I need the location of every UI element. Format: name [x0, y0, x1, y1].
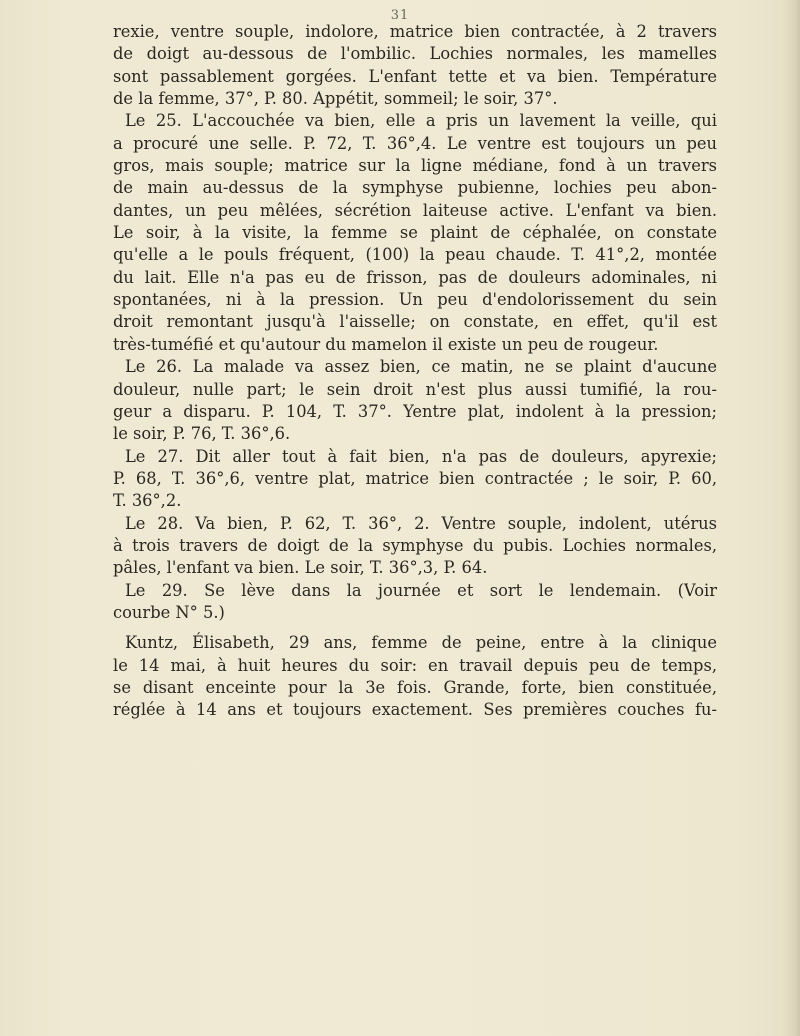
text-line: gros, mais souple; matrice sur la ligne médiane, fond à un travers	[113, 156, 717, 176]
text-line: Le 28. Va bien, P. 62, T. 36°, 2. Ventre souple, indolent, utérus	[125, 513, 717, 533]
text-line: du lait. Elle n'a pas eu de frisson, pas de douleurs adominales, ni	[113, 267, 717, 287]
text-line: P. 68, T. 36°,6, ventre plat, matrice bien contractée ; le soir, P. 60,	[113, 468, 717, 488]
paragraph-gap	[113, 624, 717, 632]
text-line: droit remontant jusqu'à l'aisselle; on constate, en effet, qu'il est	[113, 312, 717, 332]
text-line: douleur, nulle part; le sein droit n'est plus aussi tumifié, la rou-	[113, 379, 717, 399]
paragraph	[113, 446, 717, 513]
page-edge-shadow	[782, 0, 800, 1036]
text-line: geur a disparu. P. 104, T. 37°. Yentre plat, indolent à la pression;	[113, 401, 717, 421]
paragraph	[113, 632, 717, 721]
text-line: Le 29. Se lève dans la journée et sort le lendemain. (Voir	[125, 580, 717, 600]
text-line: courbe N° 5.)	[113, 602, 225, 622]
text-line: Le soir, à la visite, la femme se plaint de céphalée, on constate	[113, 223, 717, 243]
text-line: réglée à 14 ans et toujours exactement. Ses premières couches fu-	[113, 700, 717, 720]
paragraph	[113, 21, 717, 110]
text-line: spontanées, ni à la pression. Un peu d'endolorissement du sein	[113, 290, 717, 310]
text-line: de la femme, 37°, P. 80. Appétit, sommeil; le soir, 37°.	[113, 89, 558, 109]
page-number: 31	[390, 8, 410, 23]
text-line: sont passablement gorgées. L'enfant tette et va bien. Température	[113, 66, 717, 86]
text-line: de doigt au-dessous de l'ombilic. Lochies normales, les mamelles	[113, 44, 717, 64]
text-line: très-tuméfié et qu'autour du mamelon il existe un peu de rougeur.	[113, 334, 659, 354]
text-line: pâles, l'enfant va bien. Le soir, T. 36°,3, P. 64.	[113, 558, 488, 578]
paragraph	[113, 580, 717, 625]
text-line: Le 25. L'accouchée va bien, elle a pris un lavement la veille, qui	[125, 111, 717, 131]
paragraph	[113, 513, 717, 580]
paragraph	[113, 356, 717, 445]
text-line: dantes, un peu mêlées, sécrétion laiteuse active. L'enfant va bien.	[113, 200, 717, 220]
text-line: le soir, P. 76, T. 36°,6.	[113, 424, 291, 444]
text-line: Le 26. La malade va assez bien, ce matin, ne se plaint d'aucune	[125, 357, 717, 377]
text-line: se disant enceinte pour la 3e fois. Grande, forte, bien constituée,	[113, 677, 717, 697]
body-text	[113, 21, 717, 722]
text-line: qu'elle a le pouls fréquent, (100) la peau chaude. T. 41°,2, montée	[113, 245, 717, 265]
text-line: rexie, ventre souple, indolore, matrice bien contractée, à 2 travers	[113, 22, 717, 41]
text-line: Kuntz, Élisabeth, 29 ans, femme de peine, entre à la clinique	[125, 633, 717, 653]
text-line: le 14 mai, à huit heures du soir: en travail depuis peu de temps,	[113, 655, 717, 675]
text-line: à trois travers de doigt de la symphyse du pubis. Lochies normales,	[113, 535, 717, 555]
text-line: T. 36°,2.	[113, 491, 182, 511]
text-line: Le 27. Dit aller tout à fait bien, n'a pas de douleurs, apyrexie;	[125, 446, 717, 466]
text-line: a procuré une selle. P. 72, T. 36°,4. Le ventre est toujours un peu	[113, 133, 717, 153]
text-line: de main au-dessus de la symphyse pubienne, lochies peu abon-	[113, 178, 717, 198]
paragraph	[113, 110, 717, 356]
